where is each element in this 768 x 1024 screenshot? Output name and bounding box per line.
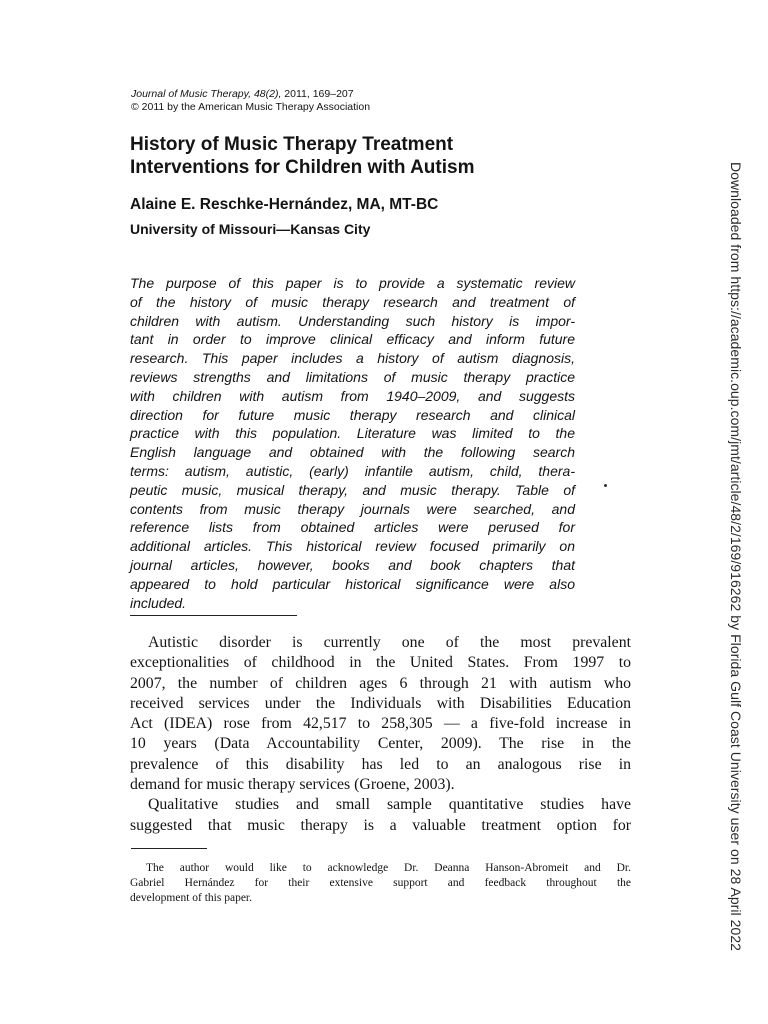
abstract-line: tant in order to improve clinical efficacy and inform future	[130, 331, 575, 348]
section-divider	[130, 615, 297, 616]
abstract-line: contents from music therapy journals were searched, and	[130, 500, 575, 517]
abstract-line: with children with autism from 1940–2009, and suggests	[130, 387, 575, 404]
body-line: suggested that music therapy is a valuable treatment option for	[130, 816, 631, 834]
abstract-line: reviews strengths and limitations of music therapy practice	[130, 368, 575, 385]
abstract-line: included.	[130, 594, 187, 611]
body-line: demand for music therapy services (Groene, 2003).	[130, 776, 455, 794]
journal-pages: 2011, 169–207	[281, 88, 354, 100]
article-title	[130, 133, 600, 179]
abstract-line: additional articles. This historical review focused primarily on	[130, 538, 575, 555]
abstract-line: peutic music, musical therapy, and music therapy. Table of	[130, 481, 575, 498]
abstract-line: of the history of music therapy research and treatment of	[130, 293, 575, 310]
copyright-notice: © 2011 by the American Music Therapy Association	[131, 101, 371, 113]
abstract-line: terms: autism, autistic, (early) infantile autism, child, thera-	[130, 462, 575, 479]
abstract	[130, 274, 575, 612]
abstract-line: English language and obtained with the following search	[130, 444, 575, 461]
abstract-line: practice with this population. Literature was limited to the	[130, 425, 575, 442]
body-text	[130, 633, 631, 836]
download-watermark: Downloaded from https://academic.oup.com/jmt/article/48/2/169/916262 by Florida Gulf Coast University user on 28 April 2022	[728, 162, 744, 952]
footnote	[130, 861, 631, 906]
journal-citation	[131, 88, 370, 114]
body-line: 10 years (Data Accountability Center, 2009). The rise in the	[130, 735, 631, 753]
title-line: History of Music Therapy Treatment	[130, 134, 454, 155]
footnote-line: development of this paper.	[130, 892, 252, 904]
journal-name: Journal of Music Therapy, 48(2),	[131, 88, 282, 100]
footnote-line: The author would like to acknowledge Dr. Deanna Hanson-Abromeit and Dr.	[146, 862, 631, 874]
body-line: Autistic disorder is currently one of the most prevalent	[148, 634, 631, 651]
scan-speck	[604, 484, 607, 487]
body-line: exceptionalities of childhood in the United States. From 1997 to	[130, 654, 631, 672]
footnote-divider	[131, 848, 207, 849]
abstract-line: children with autism. Understanding such history is impor-	[130, 312, 575, 329]
body-line: prevalence of this disability has led to an analogous rise in	[130, 755, 631, 773]
author-name: Alaine E. Reschke-Hernández, MA, MT-BC	[130, 196, 439, 213]
title-line: Interventions for Children with Autism	[130, 157, 475, 178]
abstract-line: appeared to hold particular historical significance were also	[130, 575, 575, 592]
footnote-line: Gabriel Hernández for their extensive support and feedback throughout the	[130, 877, 631, 889]
body-line: received services under the Individuals with Disabilities Education	[130, 694, 631, 712]
body-line: Act (IDEA) rose from 42,517 to 258,305 — a five-fold increase in	[130, 715, 631, 733]
abstract-line: research. This paper includes a history of autism diagnosis,	[130, 350, 575, 367]
abstract-line: The purpose of this paper is to provide a systematic review	[130, 275, 575, 291]
abstract-line: direction for future music therapy research and clinical	[130, 406, 575, 423]
body-line: 2007, the number of children ages 6 through 21 with autism who	[130, 674, 631, 692]
abstract-line: journal articles, however, books and book chapters that	[130, 556, 575, 573]
abstract-line: reference lists from obtained articles were perused for	[130, 519, 575, 536]
body-line: Qualitative studies and small sample quantitative studies have	[148, 796, 631, 814]
author-affiliation: University of Missouri—Kansas City	[130, 221, 371, 237]
